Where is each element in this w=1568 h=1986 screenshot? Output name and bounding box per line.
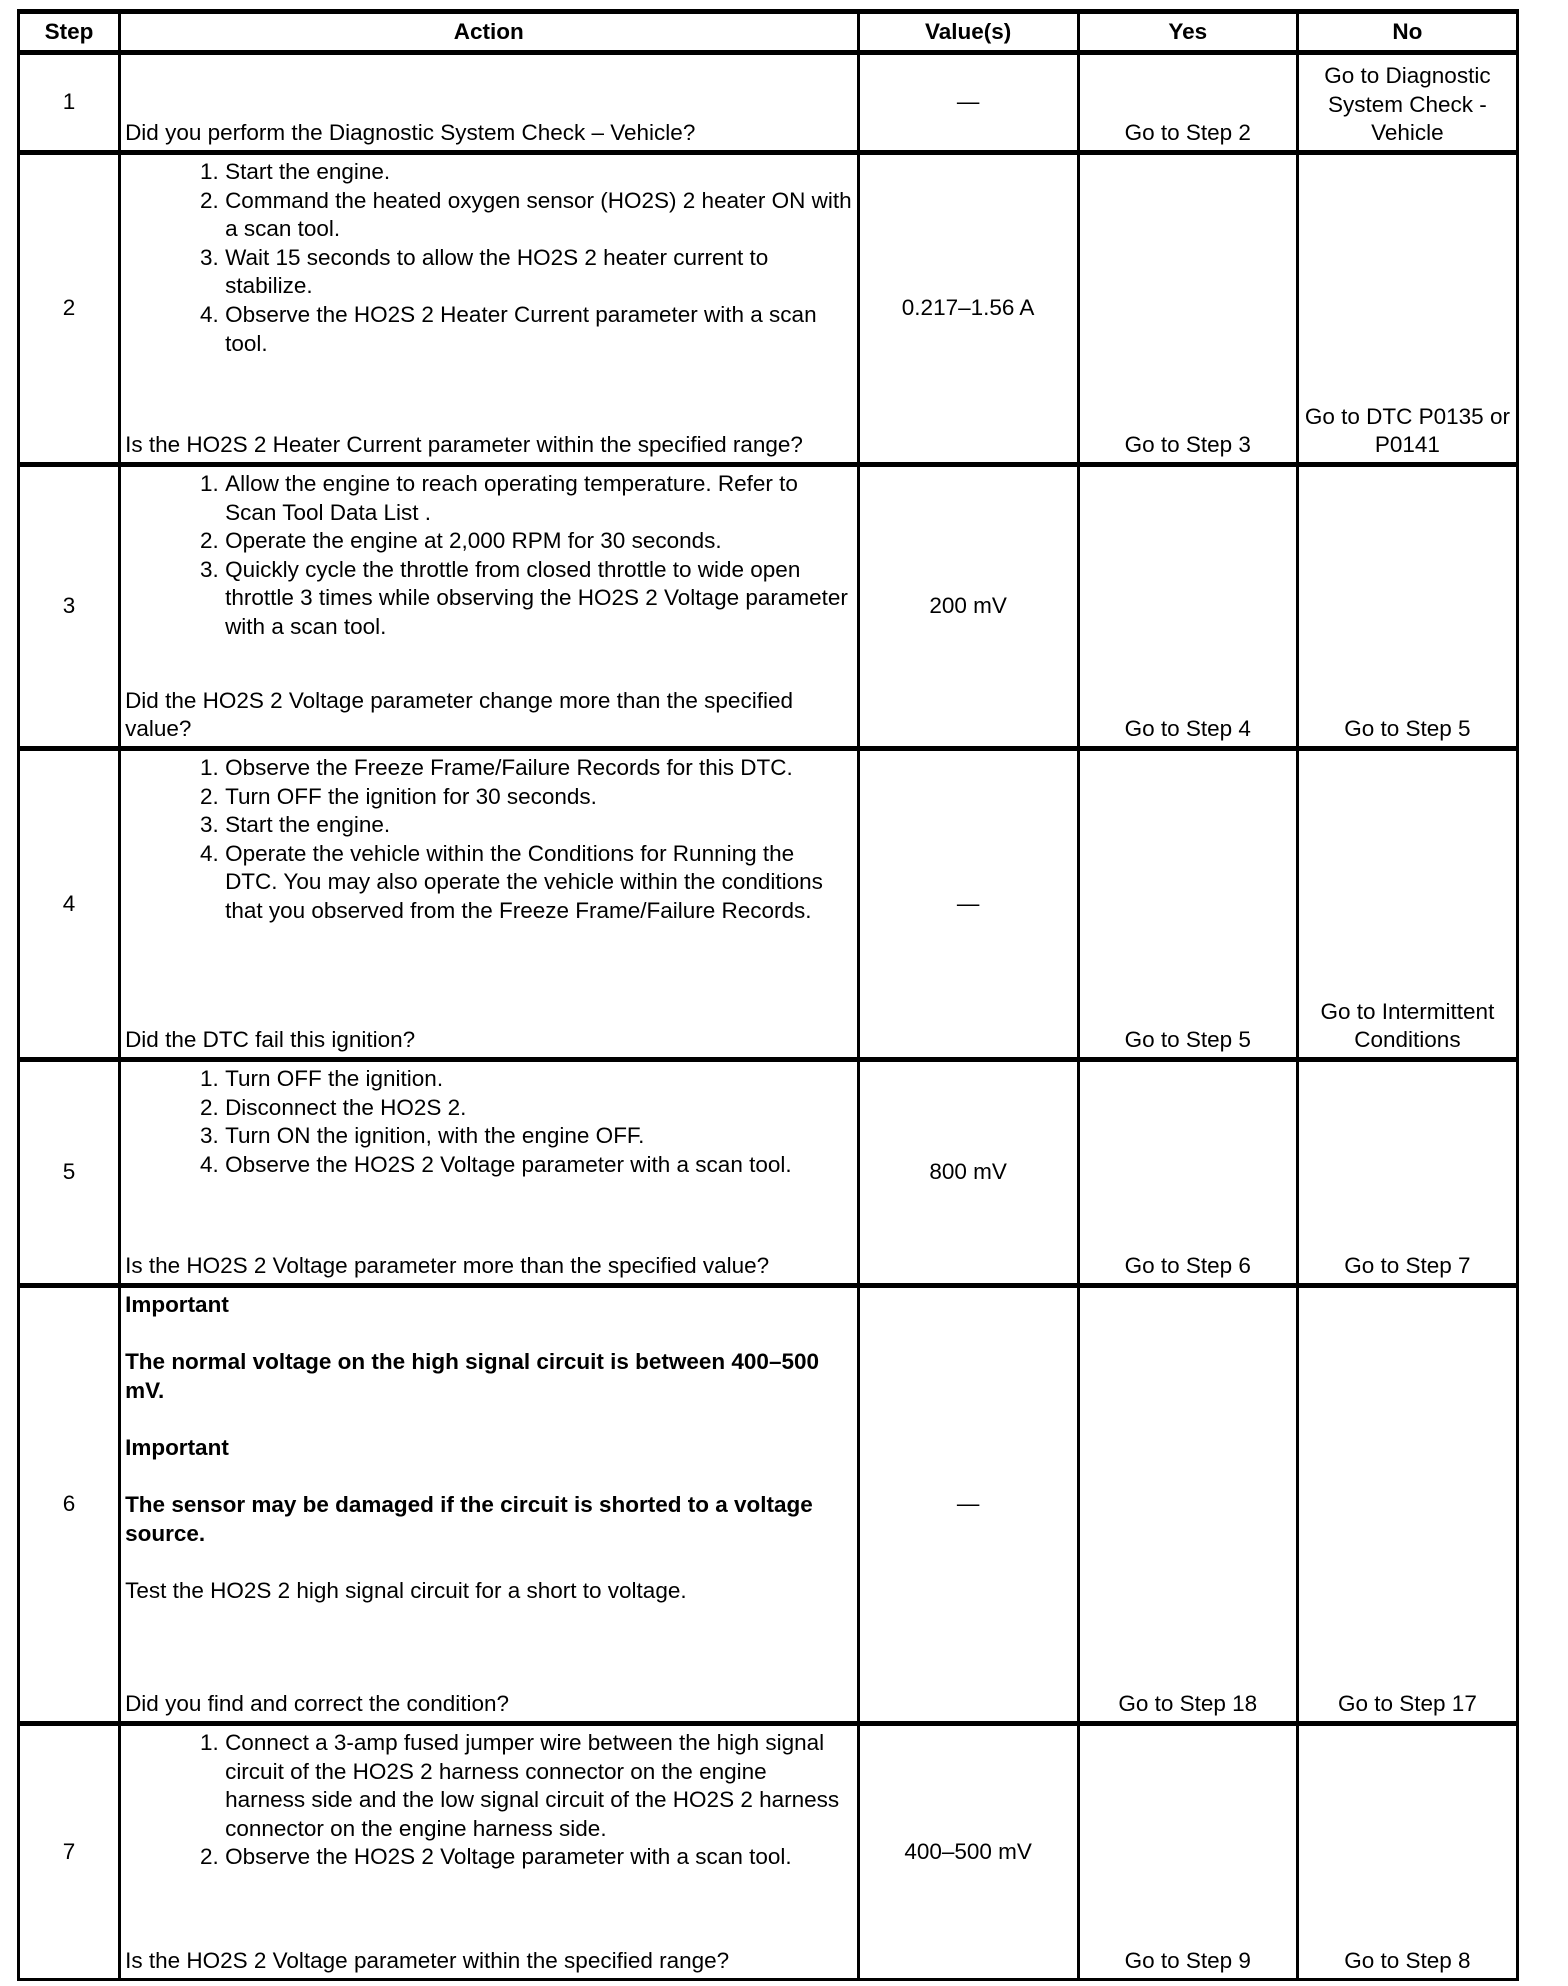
- no-link[interactable]: Go to Step 8: [1297, 1724, 1517, 1980]
- step-number: 6: [19, 1286, 120, 1724]
- question: Did the DTC fail this ignition?: [125, 1027, 416, 1053]
- value-cell: 400–500 mV: [858, 1724, 1078, 1980]
- procedure-list: [125, 754, 852, 926]
- procedure-step: 3. Turn ON the ignition, with the engine OFF.: [225, 1122, 852, 1151]
- no-link[interactable]: Go to Step 7: [1297, 1060, 1517, 1286]
- yes-link[interactable]: Go to Step 6: [1078, 1060, 1297, 1286]
- table-row: [19, 53, 1518, 153]
- value-cell: —: [858, 1286, 1078, 1724]
- step-number: 4: [19, 749, 120, 1060]
- question: Did you perform the Diagnostic System Check – Vehicle?: [125, 120, 696, 146]
- header-action: Action: [120, 12, 858, 53]
- question: Did the HO2S 2 Voltage parameter change more than the specified value?: [125, 687, 793, 742]
- question: Is the HO2S 2 Heater Current parameter within the specified range?: [125, 432, 803, 458]
- procedure-list: [125, 158, 852, 358]
- procedure-step: 1. Start the engine.: [225, 158, 852, 187]
- procedure-list: [125, 1729, 852, 1872]
- table-row: [19, 1724, 1518, 1980]
- important-text: The normal voltage on the high signal circuit is between 400–500 mV.: [125, 1349, 820, 1403]
- value-cell: 0.217–1.56 A: [858, 153, 1078, 465]
- header-yes: Yes: [1078, 12, 1297, 53]
- procedure-step: 2. Disconnect the HO2S 2.: [225, 1094, 852, 1123]
- procedure-step: 4. Observe the HO2S 2 Voltage parameter with a scan tool.: [225, 1151, 852, 1180]
- important-title: Important: [125, 1434, 229, 1460]
- procedure-step: 4. Operate the vehicle within the Conditions for Running the DTC. You may also operate the vehicle within the conditions that you observed from the Freeze Frame/Failure Records.: [225, 840, 852, 926]
- yes-link[interactable]: Go to Step 9: [1078, 1724, 1297, 1980]
- procedure-step: 1. Connect a 3-amp fused jumper wire between the high signal circuit of the HO2S 2 harness connector on the engine harness side and the low signal circuit of the HO2S 2 harness connector on the engine harness side.: [225, 1729, 852, 1843]
- procedure-step: 3. Start the engine.: [225, 811, 852, 840]
- no-link[interactable]: Go to Step 17: [1297, 1286, 1517, 1724]
- action-cell: [120, 465, 858, 749]
- procedure-step: 3. Quickly cycle the throttle from closed throttle to wide open throttle 3 times while observing the HO2S 2 Voltage parameter with a scan tool.: [225, 556, 852, 642]
- value-cell: 200 mV: [858, 465, 1078, 749]
- yes-link[interactable]: Go to Step 3: [1078, 153, 1297, 465]
- procedure-step: 1. Observe the Freeze Frame/Failure Records for this DTC.: [225, 754, 852, 783]
- value-cell: 800 mV: [858, 1060, 1078, 1286]
- header-step: Step: [19, 12, 120, 53]
- question: Is the HO2S 2 Voltage parameter within the specified range?: [125, 1948, 730, 1974]
- procedure-step: 2. Operate the engine at 2,000 RPM for 30 seconds.: [225, 527, 852, 556]
- step-number: 1: [19, 53, 120, 153]
- procedure-step: 2. Turn OFF the ignition for 30 seconds.: [225, 783, 852, 812]
- important-text: The sensor may be damaged if the circuit is shorted to a voltage source.: [125, 1492, 813, 1546]
- procedure-step: 2. Command the heated oxygen sensor (HO2S) 2 heater ON with a scan tool.: [225, 187, 852, 244]
- procedure-list: [125, 1065, 852, 1179]
- question: Is the HO2S 2 Voltage parameter more than the specified value?: [125, 1253, 770, 1279]
- yes-link[interactable]: Go to Step 4: [1078, 465, 1297, 749]
- no-link[interactable]: Go to Step 5: [1297, 465, 1517, 749]
- procedure-list: [125, 470, 852, 642]
- header-values: Value(s): [858, 12, 1078, 53]
- header-no: No: [1297, 12, 1517, 53]
- procedure-step: 2. Observe the HO2S 2 Voltage parameter with a scan tool.: [225, 1843, 852, 1872]
- step-number: 7: [19, 1724, 120, 1980]
- table-row: [19, 153, 1518, 465]
- procedure-step: 4. Observe the HO2S 2 Heater Current parameter with a scan tool.: [225, 301, 852, 358]
- table-row: [19, 1286, 1518, 1724]
- important-title: Important: [125, 1292, 229, 1317]
- table-row: [19, 465, 1518, 749]
- procedure-step: 1. Turn OFF the ignition.: [225, 1065, 852, 1094]
- yes-link[interactable]: Go to Step 18: [1078, 1286, 1297, 1724]
- step-number: 5: [19, 1060, 120, 1286]
- step-number: 2: [19, 153, 120, 465]
- no-link[interactable]: Go to Intermittent Conditions: [1297, 749, 1517, 1060]
- action-cell: [120, 749, 858, 1060]
- instruction: Test the HO2S 2 high signal circuit for a short to voltage.: [125, 1577, 687, 1603]
- yes-link[interactable]: Go to Step 5: [1078, 749, 1297, 1060]
- action-cell: [120, 53, 858, 153]
- no-link[interactable]: Go to DTC P0135 or P0141: [1297, 153, 1517, 465]
- question: Did you find and correct the condition?: [125, 1691, 510, 1717]
- table-row: [19, 749, 1518, 1060]
- value-cell: —: [858, 53, 1078, 153]
- yes-link[interactable]: Go to Step 2: [1078, 53, 1297, 153]
- no-link[interactable]: Go to Diagnostic System Check - Vehicle: [1297, 53, 1517, 153]
- procedure-step: 3. Wait 15 seconds to allow the HO2S 2 heater current to stabilize.: [225, 244, 852, 301]
- action-cell: [120, 1724, 858, 1980]
- action-cell: [120, 153, 858, 465]
- header-row: [19, 12, 1518, 53]
- diagnostic-table: [17, 9, 1519, 1981]
- value-cell: —: [858, 749, 1078, 1060]
- action-cell: [120, 1060, 858, 1286]
- action-cell: [120, 1286, 858, 1724]
- procedure-step: 1. Allow the engine to reach operating temperature. Refer to Scan Tool Data List .: [225, 470, 852, 527]
- table-row: [19, 1060, 1518, 1286]
- step-number: 3: [19, 465, 120, 749]
